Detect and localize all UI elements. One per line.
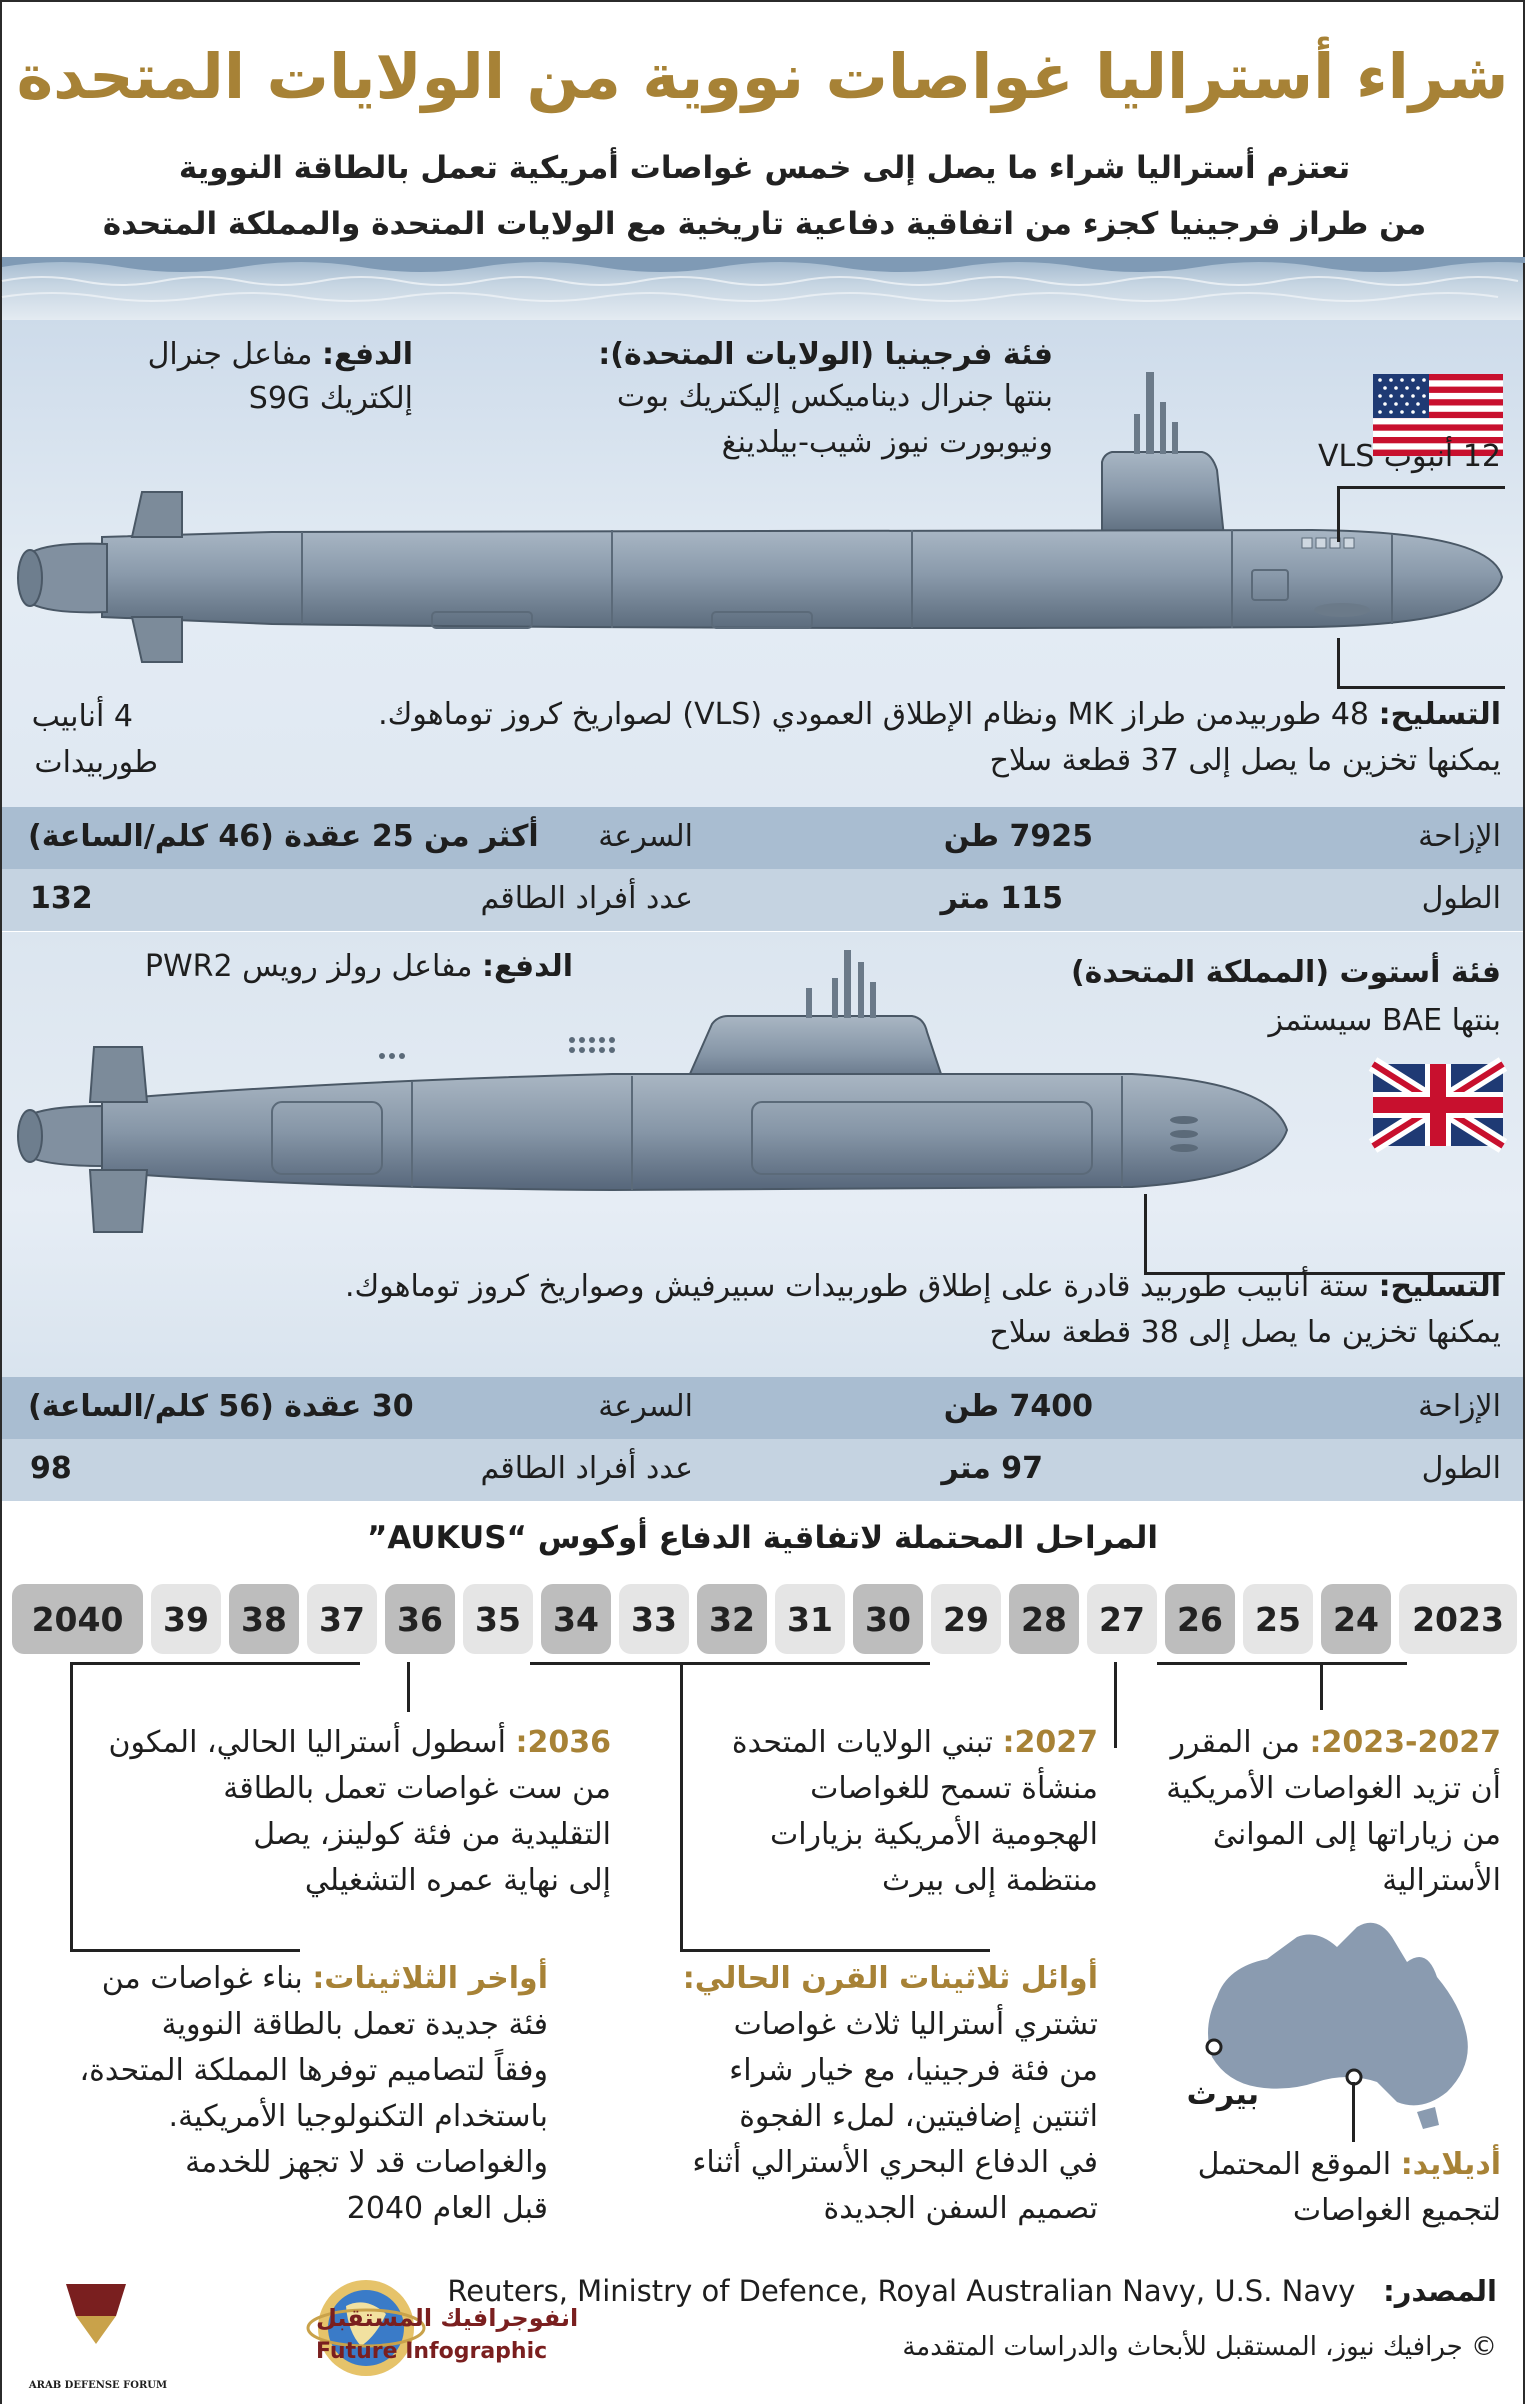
bracket-2036-tick — [407, 1662, 410, 1712]
note-2036: 2036: أسطول أستراليا الحالي، المكون من ست غواصات تعمل بالطاقة التقليدية من فئة كولينز، يصل إلى نهاية عمره التشغيلي — [108, 1725, 611, 1898]
virginia-speed-label: السرعة — [598, 819, 693, 854]
astute-crew-label: عدد أفراد الطاقم — [480, 1451, 693, 1486]
adelaide-leader-line — [1352, 2082, 1355, 2142]
armament-leader-line — [1337, 638, 1340, 688]
astute-displacement-value: 7400 طن — [943, 1389, 1093, 1424]
virginia-armament-line-2: يمكنها تخزين ما يصل إلى 37 قطعة سلاح — [989, 743, 1501, 778]
astute-propulsion: الدفع: مفاعل رولز رويس PWR2 — [144, 949, 573, 984]
astute-class-title: فئة أستوت (المملكة المتحدة) — [1070, 955, 1501, 990]
virginia-propulsion: الدفع: مفاعل جنرال — [147, 337, 413, 372]
page-subtitle — [82, 140, 1447, 252]
astute-armament-line-1: التسليح: ستة أنابيب طوربيد قادرة على إطلاق طوربيدات سبيرفيش وصواريخ كروز توماهوك. — [344, 1269, 1501, 1304]
year-2023: 2023 — [1399, 1584, 1517, 1654]
year-35: 35 — [463, 1584, 533, 1654]
virginia-stats-row-1 — [2, 807, 1523, 869]
year-24: 24 — [1321, 1584, 1391, 1654]
astute-stats-row-2 — [2, 1439, 1523, 1501]
astute-submarine-illustration — [12, 942, 1312, 1262]
timeline-years — [12, 1584, 1517, 1656]
virginia-length-value: 115 متر — [940, 881, 1063, 916]
year-34: 34 — [541, 1584, 611, 1654]
year-32: 32 — [697, 1584, 767, 1654]
note-early-30s: أوائل ثلاثينات القرن الحالي: تشتري أستراليا ثلاث غواصات من فئة فرجينيا، مع خيار شراء اثنتين إضافيتين، لملء الفجوة في الدفاع البحري الأسترالي أثناء تصميم السفن الجديدة — [682, 1961, 1098, 2226]
astute-speed-value: 30 عقدة (56 كلم/الساعة) — [28, 1389, 414, 1424]
astute-armament-leader-line — [1144, 1194, 1147, 1274]
virginia-displacement-label: الإزاحة — [1418, 819, 1501, 854]
virginia-builder-line-2: ونيوبورت نيوز شيب-بيلدينغ — [721, 425, 1053, 460]
year-2040: 2040 — [12, 1584, 143, 1654]
timeline-title: المراحل المحتملة لاتفاقية الدفاع أوكوس “AUKUS” — [366, 1520, 1158, 1556]
logo-english-text: Future Infographic — [316, 2339, 548, 2364]
astute-armament-line-2: يمكنها تخزين ما يصل إلى 38 قطعة سلاح — [989, 1315, 1501, 1350]
year-39: 39 — [151, 1584, 221, 1654]
sea-surface-decoration — [2, 257, 1523, 325]
astute-length-label: الطول — [1421, 1451, 1501, 1486]
note-2023-2027: 2023-2027: من المقرر أن تزيد الغواصات الأمريكية من زياراتها إلى الموانئ الأسترالية — [1166, 1725, 1501, 1898]
bracket-late-30s — [70, 1662, 360, 1665]
year-29: 29 — [931, 1584, 1001, 1654]
year-25: 25 — [1243, 1584, 1313, 1654]
bracket-early-30s — [530, 1662, 930, 1665]
virginia-displacement-value: 7925 طن — [943, 819, 1093, 854]
bracket-2023-2027-tick — [1320, 1662, 1323, 1710]
virginia-torpedo-tubes-line-2: طوربيدات — [34, 745, 158, 780]
virginia-crew-value: 132 — [30, 881, 93, 916]
year-28: 28 — [1009, 1584, 1079, 1654]
virginia-class-title: فئة فرجينيا (الولايات المتحدة): — [598, 337, 1053, 372]
uk-flag-icon — [1373, 1064, 1503, 1146]
vls-leader-line-vertical — [1337, 486, 1340, 542]
source-line: المصدر: Reuters, Ministry of Defence, Royal Australian Navy, U.S. Navy — [447, 2274, 1497, 2308]
note-2027: 2027: تبني الولايات المتحدة منشأة تسمح للغواصات الهجومية الأمريكية بزيارات منتظمة إلى بيرث — [731, 1725, 1098, 1898]
astute-displacement-label: الإزاحة — [1418, 1389, 1501, 1424]
virginia-submarine-illustration — [12, 362, 1517, 682]
astute-stats-row-1 — [2, 1377, 1523, 1439]
virginia-propulsion-line-2: إلكتريك S9G — [248, 381, 413, 416]
virginia-length-label: الطول — [1421, 881, 1501, 916]
note-late-30s: أواخر الثلاثينات: بناء غواصات من فئة جديدة تعمل بالطاقة النووية وفقاً لتصاميم توفرها المملكة المتحدة، باستخدام التكنولوجيا الأمريكية. والغواصات قد لا تجهز للخدمة قبل العام 2040 — [79, 1961, 548, 2226]
year-36: 36 — [385, 1584, 455, 1654]
virginia-builder-line-1: بنتها جنرال ديناميكس إليكتريك بوت — [616, 379, 1053, 414]
year-26: 26 — [1165, 1584, 1235, 1654]
vls-leader-line — [1337, 486, 1505, 489]
year-30: 30 — [853, 1584, 923, 1654]
bracket-early-30s-foot — [680, 1949, 990, 1952]
year-37: 37 — [307, 1584, 377, 1654]
logo-small-text: ARAB DEFENSE FORUM — [28, 2380, 168, 2391]
bracket-2027-tick — [1114, 1662, 1117, 1748]
virginia-vls-label: 12 أنبوب VLS — [1317, 439, 1501, 474]
astute-speed-label: السرعة — [598, 1389, 693, 1424]
virginia-stats-row-2 — [2, 869, 1523, 931]
year-33: 33 — [619, 1584, 689, 1654]
copyright-line: © جرافيك نيوز، المستقبل للأبحاث والدراسات المتقدمة — [902, 2332, 1497, 2362]
subtitle-line-2: من طراز فرجينيا كجزء من اتفاقية دفاعية تاريخية مع الولايات المتحدة والمملكة المتحدة — [102, 206, 1427, 242]
astute-builder: بنتها BAE سيستمز — [1268, 1003, 1501, 1038]
page-title: شراء أستراليا غواصات نووية من الولايات المتحدة — [16, 40, 1509, 113]
armament-leader-line-horizontal — [1337, 686, 1505, 689]
virginia-speed-value: أكثر من 25 عقدة (46 كلم/الساعة) — [28, 819, 539, 854]
bracket-late-30s-drop — [70, 1662, 73, 1952]
year-31: 31 — [775, 1584, 845, 1654]
bracket-early-30s-drop — [680, 1662, 683, 1952]
logo-arabic-text: انفوجرافيك المستقبل — [316, 2304, 579, 2332]
year-38: 38 — [229, 1584, 299, 1654]
astute-length-value: 97 متر — [941, 1451, 1043, 1486]
bracket-late-30s-foot — [70, 1949, 300, 1952]
note-adelaide: أديلايد: الموقع المحتمل لتجميع الغواصات — [1197, 2147, 1501, 2228]
year-27: 27 — [1087, 1584, 1157, 1654]
astute-crew-value: 98 — [30, 1451, 72, 1486]
perth-label: بيرث — [1186, 2077, 1259, 2112]
subtitle-line-1: تعتزم أستراليا شراء ما يصل إلى خمس غواصات أمريكية تعمل بالطاقة النووية — [178, 150, 1351, 186]
future-infographic-logo — [16, 2266, 579, 2396]
virginia-torpedo-tubes-line-1: 4 أنابيب — [31, 699, 133, 734]
virginia-armament-line-1: التسليح: 48 طوربيدمن طراز MK ونظام الإطلاق العمودي (VLS) لصواريخ كروز توماهوك. — [378, 697, 1501, 732]
bracket-2023-2027 — [1157, 1662, 1407, 1665]
virginia-crew-label: عدد أفراد الطاقم — [480, 881, 693, 916]
